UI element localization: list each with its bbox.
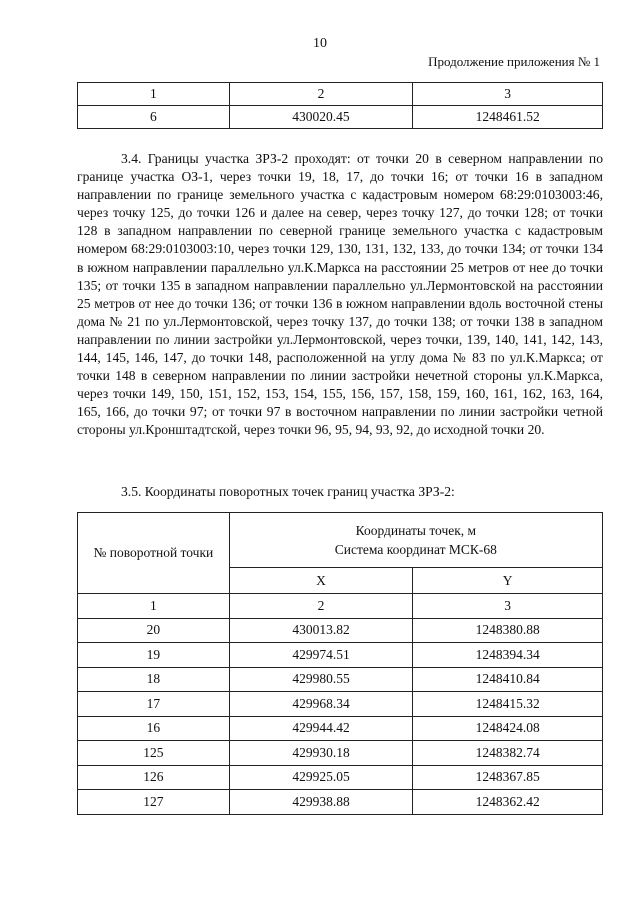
top-table bbox=[77, 82, 603, 129]
table-row bbox=[78, 106, 603, 129]
coordinates-header-line1: Координаты точек, м bbox=[355, 523, 477, 539]
table-cell: 6 bbox=[78, 106, 230, 129]
y-cell: 1248394.34 bbox=[413, 643, 603, 668]
table-cell: 430020.45 bbox=[229, 106, 413, 129]
table-row bbox=[78, 83, 603, 106]
table-cell: 1248461.52 bbox=[413, 106, 603, 129]
table-cell: 2 bbox=[229, 594, 413, 619]
table-cell: 3 bbox=[413, 594, 603, 619]
numbering-row bbox=[78, 594, 603, 619]
y-cell: 1248362.42 bbox=[413, 790, 603, 815]
table-row bbox=[78, 765, 603, 790]
page-number: 10 bbox=[313, 36, 327, 51]
point-cell: 19 bbox=[78, 643, 230, 668]
table-cell: 1 bbox=[78, 83, 230, 106]
continuation-label: Продолжение приложения № 1 bbox=[428, 54, 600, 69]
paragraph-3-5: 3.5. Координаты поворотных точек границ участка ЗРЗ-2: bbox=[121, 484, 455, 499]
x-cell: 430013.82 bbox=[229, 618, 413, 643]
table-row bbox=[78, 667, 603, 692]
y-cell: 1248415.32 bbox=[413, 692, 603, 717]
point-cell: 126 bbox=[78, 765, 230, 790]
table-row bbox=[78, 643, 603, 668]
y-header: Y bbox=[413, 568, 603, 594]
x-cell: 429925.05 bbox=[229, 765, 413, 790]
table-cell: 1 bbox=[78, 594, 230, 619]
coordinates-table bbox=[77, 512, 603, 815]
table-row bbox=[78, 790, 603, 815]
x-cell: 429968.34 bbox=[229, 692, 413, 717]
table-cell: 2 bbox=[229, 83, 413, 106]
point-cell: 18 bbox=[78, 667, 230, 692]
x-cell: 429980.55 bbox=[229, 667, 413, 692]
x-cell: 429930.18 bbox=[229, 741, 413, 766]
y-cell: 1248367.85 bbox=[413, 765, 603, 790]
table-header-row bbox=[78, 513, 603, 568]
paragraph-3-4: 3.4. Границы участка ЗРЗ-2 проходят: от точки 20 в северном направлении по границе участка ОЗ-1, через точки 19, 18, 17, до точки 16; от точки 16 в западном направлении по границе земельного участка с кадастровым номером 68:29:0103003:46, через точку 125, до точки 126 и далее на север, через точку 127, до точки 128; от точки 128 в западном направлении по северной границе земельного участка с кадастровым номером 68:29:0103003:10, через точки 129, 130, 131, 132, 133, до точки 134; от точки 134 в южном направлении параллельно ул.К.Маркса на расстоянии 25 метров от нее до точки 135; от точки 135 в западном направлении параллельно ул.Лермонтовской на расстоянии 25 метров от нее до точки 136; от точки 136 в южном направлении вдоль восточной стены дома № 21 по ул.Лермонтовской, через точку 137, до точки 138; от точки 138 в западном направлении по линии застройки ул.Лермонтовской, через точки, 139, 140, 141, 142, 143, 144, 145, 146, 147, до точки 148, расположенной на углу дома № 83 по ул.К.Маркса; от точки 148 в северном направлении по линии застройки нечетной стороны ул.К.Маркса, через точки 149, 150, 151, 152, 153, 154, 155, 156, 157, 158, 159, 160, 161, 162, 163, 164, 165, 166, до точки 97; от точки 97 в восточном направлении по линии застройки четной стороны ул.Кронштадтской, через точки 96, 95, 94, 93, 92, до исходной точки 20. bbox=[77, 151, 603, 438]
y-cell: 1248380.88 bbox=[413, 618, 603, 643]
point-cell: 20 bbox=[78, 618, 230, 643]
y-cell: 1248410.84 bbox=[413, 667, 603, 692]
y-cell: 1248382.74 bbox=[413, 741, 603, 766]
point-number-header: № поворотной точки bbox=[78, 513, 230, 594]
coordinates-header-line2: Система координат МСК-68 bbox=[334, 542, 497, 558]
point-cell: 17 bbox=[78, 692, 230, 717]
x-header: X bbox=[229, 568, 413, 594]
table-row bbox=[78, 741, 603, 766]
x-cell: 429944.42 bbox=[229, 716, 413, 741]
point-cell: 16 bbox=[78, 716, 230, 741]
coordinates-header bbox=[229, 513, 602, 568]
table-row bbox=[78, 692, 603, 717]
point-cell: 125 bbox=[78, 741, 230, 766]
table-cell: 3 bbox=[413, 83, 603, 106]
table-row bbox=[78, 716, 603, 741]
x-cell: 429938.88 bbox=[229, 790, 413, 815]
point-cell: 127 bbox=[78, 790, 230, 815]
table-row bbox=[78, 618, 603, 643]
y-cell: 1248424.08 bbox=[413, 716, 603, 741]
x-cell: 429974.51 bbox=[229, 643, 413, 668]
